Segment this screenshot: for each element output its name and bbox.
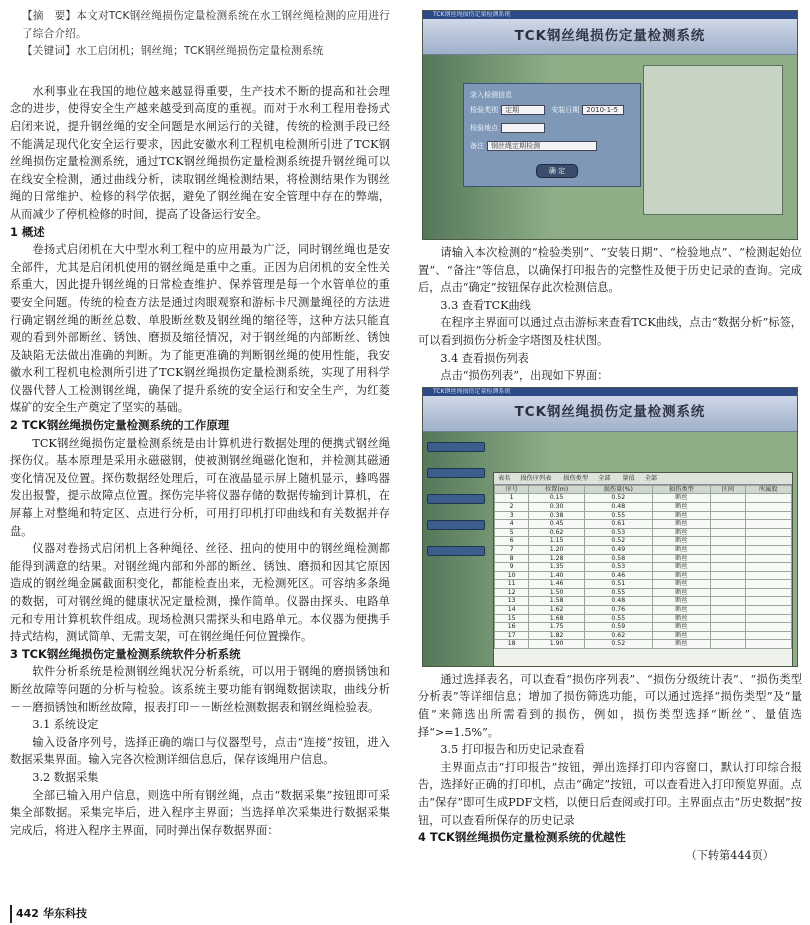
table-cell (745, 563, 792, 572)
table-row[interactable] (495, 494, 792, 503)
field-remark-input[interactable]: 钢丝绳定期检测 (487, 141, 597, 151)
section-2-paragraph-2: 仪器对卷扬式启闭机上各种绳径、丝径、扭向的使用中的钢丝绳检测都能得到满意的结果。对钢丝绳内部和外部的断丝、锈蚀、磨损和因其它原因造成的钢丝绳金属截面积变化，都能检查出来，无检测死区。可容纳多条绳的数据，可对钢丝绳的健康状况定量检测，操作简单。仪器由探头、电路单元和专用计算机软件组成。现场检测只需探头和电路单元。本仪器为便携手持式结构，测试简单、无需支架，可在钢丝绳任何位置操作。 (10, 542, 390, 644)
table-cell: 断丝 (652, 580, 711, 589)
table-row[interactable] (495, 571, 792, 580)
table-row[interactable] (495, 623, 792, 632)
field-install-date-input[interactable]: 2010-1-5 (582, 105, 624, 115)
table-cell: 4 (495, 520, 529, 529)
table-cell: 15 (495, 614, 529, 623)
field-label-category: 检验类别 (470, 106, 498, 114)
table-cell: 1.46 (529, 580, 585, 589)
table-cell: 0.45 (529, 520, 585, 529)
figure-2-followup: 通过选择表名，可以查看“损伤序列表”、“损伤分级统计表”、“损伤类型分析表”等详细信息；增加了损伤筛选功能，可以通过选择“损伤类型”及“量值”来筛选出所需看到的损伤，例如，损伤类型选择“断丝”、量值选择“>=1.5%”。 (418, 672, 802, 739)
table-cell (745, 588, 792, 597)
table-cell: 1.90 (529, 640, 585, 649)
field-label-install-date: 安装日期 (551, 106, 580, 114)
table-cell: 1.62 (529, 606, 585, 615)
table-cell: 1 (495, 494, 529, 503)
sidebar-button[interactable] (427, 468, 485, 478)
table-cell (711, 494, 745, 503)
right-column (418, 8, 802, 864)
table-cell (745, 606, 792, 615)
table-cell (745, 511, 792, 520)
table-cell: 0.62 (584, 631, 652, 640)
section-3-1-paragraph: 输入设备序列号，选择正确的端口与仪器型号，点击“连接”按钮，进入数据采集界面。输入完各次检测详细信息后，保存该绳用户信息。 (10, 735, 390, 767)
table-cell (745, 502, 792, 511)
table-row[interactable] (495, 502, 792, 511)
table-cell (711, 537, 745, 546)
save-info-dialog (463, 83, 641, 187)
table-cell: 9 (495, 563, 529, 572)
table-cell (711, 631, 745, 640)
table-cell: 断丝 (652, 494, 711, 503)
page-number: 442 (10, 905, 39, 923)
page-footer (10, 905, 87, 923)
table-row[interactable] (495, 545, 792, 554)
table-row[interactable] (495, 588, 792, 597)
table-row[interactable] (495, 554, 792, 563)
table-cell: 断丝 (652, 571, 711, 580)
table-cell (745, 520, 792, 529)
table-row[interactable] (495, 580, 792, 589)
table-cell: 1.50 (529, 588, 585, 597)
table-cell: 断丝 (652, 554, 711, 563)
table-cell: 断丝 (652, 537, 711, 546)
dialog-row-2 (470, 120, 545, 138)
table-cell: 0.53 (584, 528, 652, 537)
column-header[interactable]: 序号 (495, 485, 529, 494)
table-cell: 1.20 (529, 545, 585, 554)
table-cell: 0.52 (584, 494, 652, 503)
section-3-2-title: 3.2 数据采集 (32, 770, 99, 784)
table-cell: 0.52 (584, 537, 652, 546)
filter-value-label: 量值 (622, 474, 635, 482)
table-row[interactable] (495, 520, 792, 529)
table-cell: 断丝 (652, 606, 711, 615)
table-cell (711, 545, 745, 554)
table-cell (745, 537, 792, 546)
table-cell: 0.62 (529, 528, 585, 537)
table-header-row (495, 485, 792, 494)
table-row[interactable] (495, 614, 792, 623)
section-3-3-title: 3.3 查看TCK曲线 (440, 298, 531, 312)
figure-damage-list-screenshot (422, 387, 798, 667)
table-cell: 0.46 (584, 571, 652, 580)
table-cell: 0.55 (584, 511, 652, 520)
table-cell (711, 520, 745, 529)
filter-table-select[interactable]: 损伤序列表 (520, 474, 552, 482)
app-body (423, 55, 797, 239)
table-cell (745, 623, 792, 632)
table-cell (711, 502, 745, 511)
table-cell (711, 597, 745, 606)
column-header[interactable]: 区间 (711, 485, 745, 494)
table-cell (745, 494, 792, 503)
table-cell: 断丝 (652, 520, 711, 529)
table-body (495, 494, 792, 649)
dialog-row-1 (470, 102, 624, 120)
table-cell (745, 640, 792, 649)
table-cell: 1.40 (529, 571, 585, 580)
table-cell: 6 (495, 537, 529, 546)
table-cell: 0.55 (584, 614, 652, 623)
table-cell: 断丝 (652, 528, 711, 537)
table-cell: 1.28 (529, 554, 585, 563)
section-1-title: 1 概述 (10, 224, 45, 239)
table-cell: 11 (495, 580, 529, 589)
table-cell: 0.48 (584, 597, 652, 606)
table-row[interactable] (495, 631, 792, 640)
filter-table-label: 表名 (498, 474, 511, 482)
section-4-title: 4 TCK钢丝绳损伤定量检测系统的优越性 (418, 830, 626, 845)
journal-name: 华东科技 (42, 907, 87, 920)
table-cell: 1.35 (529, 563, 585, 572)
table-cell: 1.15 (529, 537, 585, 546)
table-cell: 14 (495, 606, 529, 615)
app-banner: TCK钢丝绳损伤定量检测系统 (423, 396, 797, 432)
table-cell: 0.59 (584, 623, 652, 632)
table-cell: 0.55 (584, 588, 652, 597)
abstract-text: 本文对TCK钢丝绳损伤定量检测系统在水工钢丝绳检测的应用进行了综合介绍。 (22, 10, 390, 40)
section-3-4-paragraph: 点击“损伤列表”，出现如下界面： (440, 369, 609, 383)
table-row[interactable] (495, 511, 792, 520)
section-3-5-paragraph: 主界面点击“打印报告”按钮，弹出选择打印内容窗口，默认打印综合报告，选择好正确的打印机，点击“确定”按钮，可以查看进入打印预览界面。点击“保存”即可生成PDF文档，以便日后查阅或打印。主界面点击“历史数据”按钮，可以查看所保存的历史记录 (418, 760, 802, 827)
damage-list-panel (493, 472, 793, 667)
ok-button[interactable]: 确 定 (536, 164, 578, 178)
table-row[interactable] (495, 640, 792, 649)
filter-bar (494, 473, 792, 485)
table-cell: 断丝 (652, 640, 711, 649)
curve-plot-area (643, 65, 783, 215)
table-cell: 断丝 (652, 614, 711, 623)
continued-note: （下转第444页） (685, 848, 774, 862)
table-cell (745, 554, 792, 563)
table-cell (745, 597, 792, 606)
sidebar-button[interactable] (427, 546, 485, 556)
table-cell: 断丝 (652, 597, 711, 606)
section-1-paragraph: 卷扬式启闭机在大中型水利工程中的应用最为广泛，同时钢丝绳也是安全部件，尤其是启闭机使用的钢丝绳是重中之重。正因为启闭机的安全性关系重大，因此提升钢丝绳的日常检查维护、保养管理是每一个水管单位的重要安全问题。传统的检查方法是通过肉眼观察和游标卡尺测量绳径的方法进行确定钢丝绳的断丝总数、单股断丝数及钢丝绳的缩径等，这种方法只能直观的看到外部断丝、锈蚀、磨损及缩径情况，对于钢丝绳的内部断丝、锈蚀及缺陷无法做出准确的判断。为了能更准确的判断钢丝绳的使用性能，我安徽水利工程机电检测所引进了TCK钢丝绳损伤定量检测系统，实现了用科学仪器代替人工检测钢丝绳，确保了提升系统的安全运行和安全生产，为红菱煤矿的安全生产奠定了坚实的基础。 (10, 243, 390, 415)
table-cell: 12 (495, 588, 529, 597)
intro-paragraph: 水利事业在我国的地位越来越显得重要，生产技术不断的提高和社会理念的进步，使得安全生产越来越受到高度的重视。而对于水利工程用卷扬式启闭来说，提升钢丝绳的安全问题是水闸运行的关键，传统的检测手段已经不能满足现代化安全运行要求，因此安徽水利工程机电检测所引进了TCK钢丝绳损伤定量检测系统，通过TCK钢丝绳损伤定量检测系统提升钢丝绳可以在线安全检测，通过曲线分析，读取钢丝绳检测结果，将检测结果作为钢丝绳的日常维护、检修的科学依据，避免了钢丝绳在安全管理中存在的弊端，从而减少了停机检修的时间，提高了设备运行安全。 (10, 84, 390, 221)
table-cell: 0.49 (584, 545, 652, 554)
table-cell (711, 614, 745, 623)
table-row[interactable] (495, 597, 792, 606)
table-cell: 0.58 (584, 554, 652, 563)
table-cell: 断丝 (652, 545, 711, 554)
table-cell (745, 571, 792, 580)
table-cell: 10 (495, 571, 529, 580)
figure-1-followup: 请输入本次检测的“检验类别”、“安装日期”、“检验地点”、“检测起始位置”、“备注”等信息，以确保打印报告的完整性及便于历史记录的查询。完成后，点击“确定”按钮保存此次检测信息。 (418, 246, 802, 295)
dialog-title: 录入检测信息 (470, 91, 512, 99)
table-cell: 断丝 (652, 588, 711, 597)
section-3-3-paragraph: 在程序主界面可以通过点击游标来查看TCK曲线，点击“数据分析”标签，可以看到损伤分析金字塔图及柱状图。 (418, 316, 802, 347)
keywords (10, 43, 390, 61)
table-cell: 18 (495, 640, 529, 649)
figure-save-data-screenshot (422, 10, 798, 240)
table-cell (711, 606, 745, 615)
table-cell: 0.15 (529, 494, 585, 503)
sidebar-button[interactable] (427, 520, 485, 530)
column-header[interactable]: 位置(m) (529, 485, 585, 494)
table-cell: 0.76 (584, 606, 652, 615)
keywords-text: 水工启闭机；钢丝绳；TCK钢丝绳损伤定量检测系统 (75, 45, 324, 58)
table-cell: 1.58 (529, 597, 585, 606)
table-cell (745, 545, 792, 554)
section-3-paragraph: 软件分析系统是检测钢丝绳状况分析系统，可以用于钢绳的磨损锈蚀和断丝故障等问题的分析与检验。该系统主要功能有钢绳数据读取，曲线分析－－磨损锈蚀和断丝故障，报表打印－－断丝检测数据表和钢丝绳检验表。 (10, 665, 390, 714)
table-cell (745, 631, 792, 640)
section-2-title: 2 TCK钢丝绳损伤定量检测系统的工作原理 (10, 418, 230, 433)
field-label-location: 检验地点 (470, 124, 498, 132)
table-cell (711, 580, 745, 589)
window-titlebar: TCK钢丝绳损伤定量检测系统 (423, 388, 797, 396)
damage-table (494, 485, 792, 649)
section-3-title: 3 TCK钢丝绳损伤定量检测系统软件分析系统 (10, 646, 241, 661)
column-header[interactable]: 损伤量(%) (584, 485, 652, 494)
table-cell: 1.82 (529, 631, 585, 640)
table-cell: 2 (495, 502, 529, 511)
table-cell (711, 563, 745, 572)
table-cell (711, 588, 745, 597)
table-cell: 0.30 (529, 502, 585, 511)
sidebar-button[interactable] (427, 494, 485, 504)
section-2-paragraph-1: TCK钢丝绳损伤定量检测系统是由计算机进行数据处理的便携式钢丝绳探伤仪。基本原理是采用永磁磁钢，使被测钢丝绳磁化饱和，并检测其磁通变化情况及位置。探伤数据经处理后，可在液晶显示屏上随机显示，蜂鸣器发出报警，提示故障点位置。探伤完毕将仪器存储的数据传输到计算机，在屏幕上对整绳和特定区、点进行分析，可用打印机打印曲线和有关数据并存盘。 (10, 436, 390, 538)
filter-type-select[interactable]: 全部 (598, 474, 611, 482)
table-cell: 3 (495, 511, 529, 520)
table-cell: 0.51 (584, 580, 652, 589)
table-cell: 0.61 (584, 520, 652, 529)
table-cell (745, 580, 792, 589)
column-header[interactable]: 所属股 (745, 485, 792, 494)
table-cell (745, 528, 792, 537)
table-cell: 0.53 (584, 563, 652, 572)
table-row[interactable] (495, 563, 792, 572)
section-3-5-title: 3.5 打印报告和历史记录查看 (440, 743, 585, 757)
table-cell (745, 614, 792, 623)
field-label-remark: 备注 (470, 142, 484, 150)
table-cell: 17 (495, 631, 529, 640)
abstract (10, 8, 390, 43)
field-category-input[interactable]: 定期 (501, 105, 545, 115)
table-cell: 0.48 (584, 502, 652, 511)
table-cell: 断丝 (652, 631, 711, 640)
sidebar-buttons (427, 442, 485, 572)
table-cell: 5 (495, 528, 529, 537)
table-cell: 8 (495, 554, 529, 563)
left-column (10, 8, 390, 839)
abstract-label: 【摘 要】 (22, 10, 77, 22)
table-cell: 1.75 (529, 623, 585, 632)
app-body (423, 432, 797, 666)
section-3-1-title: 3.1 系统设定 (32, 718, 99, 732)
table-cell: 断丝 (652, 502, 711, 511)
table-cell: 断丝 (652, 563, 711, 572)
table-cell (711, 571, 745, 580)
section-3-2-paragraph: 全部已输入用户信息，则选中所有钢丝绳，点击“数据采集”按钮即可采集全部数据。采集完毕后，进入程序主界面；当选择单次采集进行数据采集完成后，将进入程序主界面，同时弹出保存数据界面： (10, 788, 390, 837)
table-row[interactable] (495, 537, 792, 546)
table-cell (711, 554, 745, 563)
table-cell: 1.68 (529, 614, 585, 623)
table-cell: 断丝 (652, 511, 711, 520)
column-header[interactable]: 损伤类型 (652, 485, 711, 494)
table-cell: 13 (495, 597, 529, 606)
dialog-row-3 (470, 138, 597, 156)
section-3-4-title: 3.4 查看损伤列表 (440, 351, 529, 365)
table-row[interactable] (495, 606, 792, 615)
sidebar-button[interactable] (427, 442, 485, 452)
table-cell: 断丝 (652, 623, 711, 632)
table-cell (711, 528, 745, 537)
table-cell: 0.52 (584, 640, 652, 649)
filter-value-select[interactable]: 全部 (644, 474, 658, 482)
field-location-input[interactable] (501, 123, 545, 133)
keywords-label: 【关键词】 (22, 45, 76, 58)
table-cell: 16 (495, 623, 529, 632)
table-cell: 7 (495, 545, 529, 554)
table-cell (711, 623, 745, 632)
table-cell (711, 511, 745, 520)
table-cell: 0.38 (529, 511, 585, 520)
app-banner: TCK钢丝绳损伤定量检测系统 (423, 19, 797, 55)
table-cell (711, 640, 745, 649)
window-titlebar: TCK钢丝绳损伤定量检测系统 (423, 11, 797, 19)
table-row[interactable] (495, 528, 792, 537)
filter-type-label: 损伤类型 (563, 474, 589, 482)
